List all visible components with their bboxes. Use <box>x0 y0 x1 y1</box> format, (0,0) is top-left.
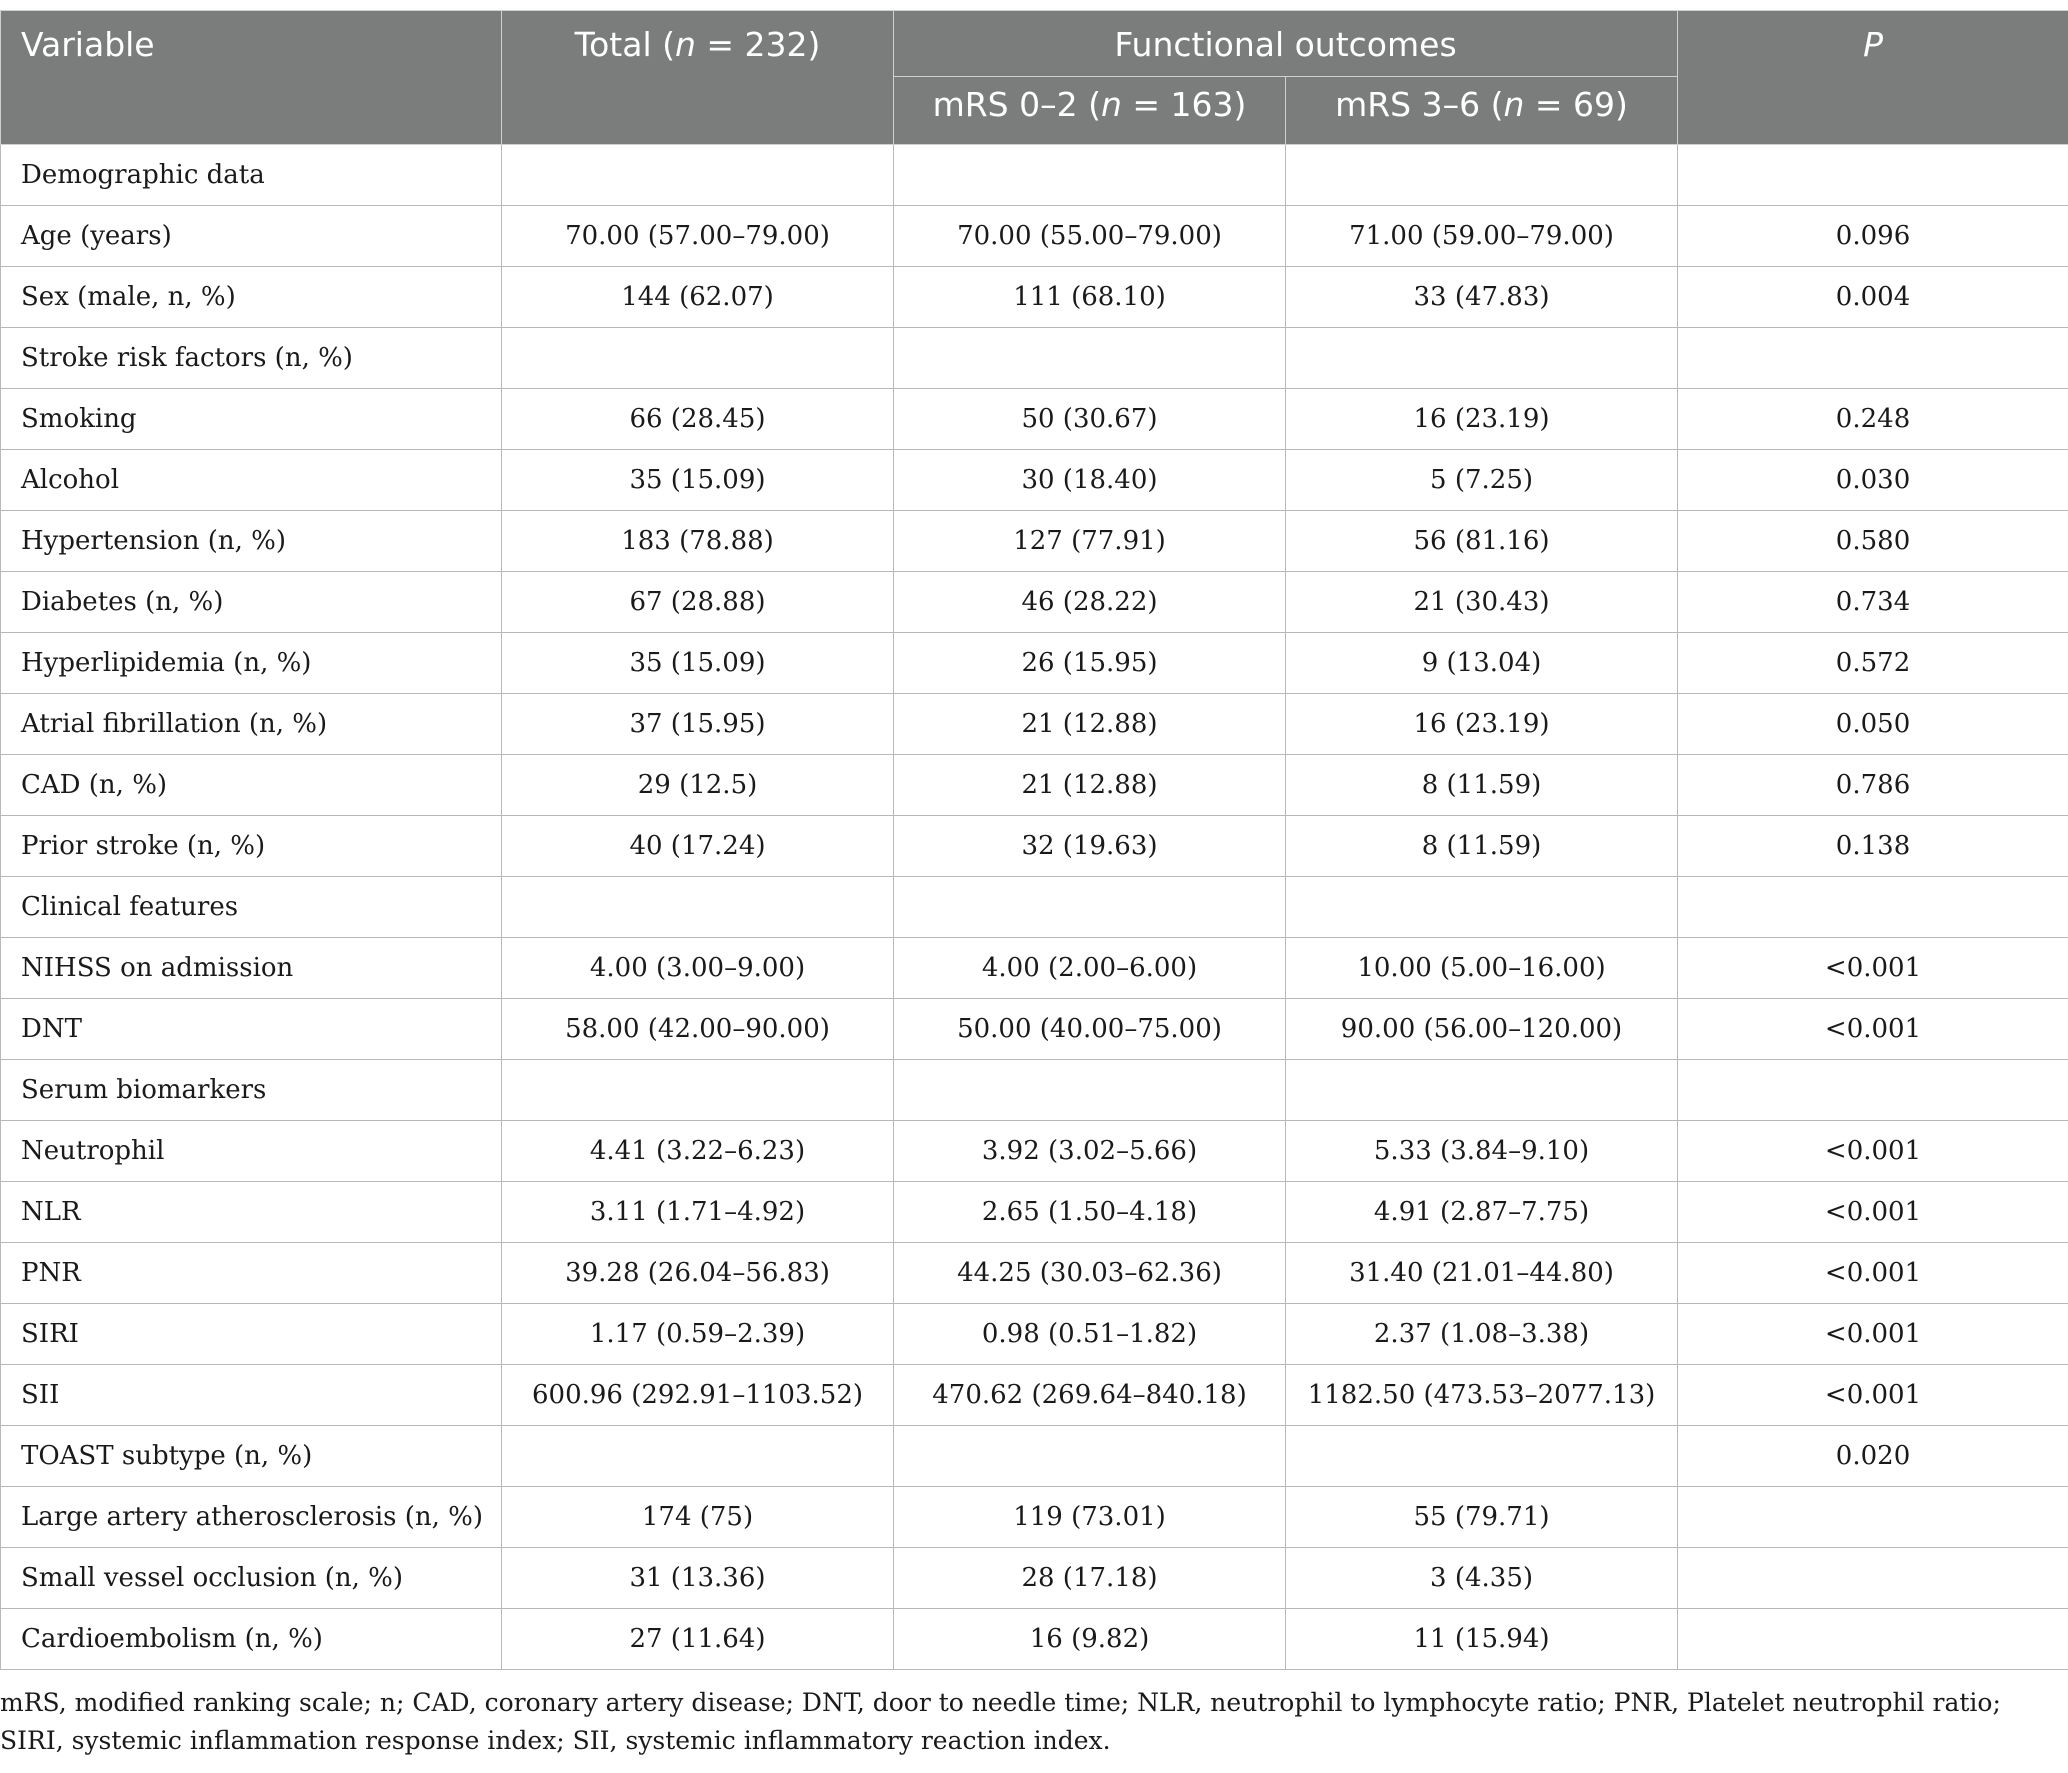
table-row <box>1 1121 2068 1182</box>
cell-mrs02 <box>894 1060 1286 1121</box>
header-p <box>1678 11 2068 145</box>
cell-total: 183 (78.88) <box>502 511 894 572</box>
header-variable: Variable <box>1 11 502 145</box>
cell-variable: NIHSS on admission <box>1 938 502 999</box>
cell-total: 4.00 (3.00–9.00) <box>502 938 894 999</box>
cell-mrs02: 127 (77.91) <box>894 511 1286 572</box>
cell-p: 0.096 <box>1678 206 2068 267</box>
cell-variable: Cardioembolism (n, %) <box>1 1609 502 1670</box>
cell-total <box>502 1060 894 1121</box>
cell-mrs02 <box>894 145 1286 206</box>
header-mrs-0-2 <box>894 77 1286 145</box>
cell-variable: NLR <box>1 1182 502 1243</box>
cell-total: 144 (62.07) <box>502 267 894 328</box>
cell-total: 4.41 (3.22–6.23) <box>502 1121 894 1182</box>
table-row <box>1 1609 2068 1670</box>
header-total-suffix: = 232) <box>695 25 821 64</box>
cell-mrs02 <box>894 1426 1286 1487</box>
header-mrs-3-6 <box>1286 77 1678 145</box>
cell-mrs36: 4.91 (2.87–7.75) <box>1286 1182 1678 1243</box>
cell-total: 39.28 (26.04–56.83) <box>502 1243 894 1304</box>
header-mrs02-n: n <box>1100 85 1122 124</box>
cell-mrs36 <box>1286 877 1678 938</box>
cell-mrs02: 46 (28.22) <box>894 572 1286 633</box>
cell-total: 174 (75) <box>502 1487 894 1548</box>
cell-variable: TOAST subtype (n, %) <box>1 1426 502 1487</box>
cell-p: <0.001 <box>1678 1243 2068 1304</box>
cell-mrs36: 55 (79.71) <box>1286 1487 1678 1548</box>
header-total-prefix: Total ( <box>574 25 675 64</box>
cell-total: 600.96 (292.91–1103.52) <box>502 1365 894 1426</box>
cell-variable: Serum biomarkers <box>1 1060 502 1121</box>
cell-p: 0.734 <box>1678 572 2068 633</box>
cell-total: 70.00 (57.00–79.00) <box>502 206 894 267</box>
table-row <box>1 1304 2068 1365</box>
cell-p <box>1678 1487 2068 1548</box>
cell-mrs02: 32 (19.63) <box>894 816 1286 877</box>
cell-total: 27 (11.64) <box>502 1609 894 1670</box>
cell-variable: Prior stroke (n, %) <box>1 816 502 877</box>
cell-mrs36: 21 (30.43) <box>1286 572 1678 633</box>
cell-mrs02: 3.92 (3.02–5.66) <box>894 1121 1286 1182</box>
table-row <box>1 1182 2068 1243</box>
cell-variable: Age (years) <box>1 206 502 267</box>
cell-total: 3.11 (1.71–4.92) <box>502 1182 894 1243</box>
table-row <box>1 572 2068 633</box>
table-row <box>1 267 2068 328</box>
cell-total: 31 (13.36) <box>502 1548 894 1609</box>
cell-total: 35 (15.09) <box>502 633 894 694</box>
cell-total: 35 (15.09) <box>502 450 894 511</box>
cell-p: <0.001 <box>1678 938 2068 999</box>
cell-p: <0.001 <box>1678 1304 2068 1365</box>
cell-variable: Small vessel occlusion (n, %) <box>1 1548 502 1609</box>
cell-mrs02 <box>894 877 1286 938</box>
table-row <box>1 328 2068 389</box>
table-row <box>1 145 2068 206</box>
cell-mrs36: 10.00 (5.00–16.00) <box>1286 938 1678 999</box>
cell-p <box>1678 145 2068 206</box>
cell-mrs36 <box>1286 328 1678 389</box>
cell-p: 0.248 <box>1678 389 2068 450</box>
cell-mrs36: 31.40 (21.01–44.80) <box>1286 1243 1678 1304</box>
header-mrs36-suffix: = 69) <box>1524 85 1628 124</box>
header-mrs36-prefix: mRS 3–6 ( <box>1335 85 1504 124</box>
cell-mrs02: 2.65 (1.50–4.18) <box>894 1182 1286 1243</box>
cell-mrs36: 11 (15.94) <box>1286 1609 1678 1670</box>
cell-mrs02: 4.00 (2.00–6.00) <box>894 938 1286 999</box>
cell-mrs36: 8 (11.59) <box>1286 816 1678 877</box>
cell-mrs36: 16 (23.19) <box>1286 694 1678 755</box>
cell-mrs02: 16 (9.82) <box>894 1609 1286 1670</box>
cell-variable: Demographic data <box>1 145 502 206</box>
cell-mrs36: 3 (4.35) <box>1286 1548 1678 1609</box>
table-row <box>1 694 2068 755</box>
cell-total: 29 (12.5) <box>502 755 894 816</box>
header-p-label: P <box>1863 25 1883 64</box>
cell-mrs02: 30 (18.40) <box>894 450 1286 511</box>
cell-p: 0.572 <box>1678 633 2068 694</box>
cell-variable: Smoking <box>1 389 502 450</box>
cell-p: 0.004 <box>1678 267 2068 328</box>
table-row <box>1 999 2068 1060</box>
cell-variable: Neutrophil <box>1 1121 502 1182</box>
cell-mrs36: 5 (7.25) <box>1286 450 1678 511</box>
cell-p <box>1678 328 2068 389</box>
cell-variable: DNT <box>1 999 502 1060</box>
cell-variable: Diabetes (n, %) <box>1 572 502 633</box>
cell-p <box>1678 1060 2068 1121</box>
table-body <box>1 145 2068 1670</box>
cell-mrs02: 70.00 (55.00–79.00) <box>894 206 1286 267</box>
cell-p: <0.001 <box>1678 999 2068 1060</box>
cell-mrs02 <box>894 328 1286 389</box>
cell-mrs36 <box>1286 1426 1678 1487</box>
cell-mrs02: 21 (12.88) <box>894 694 1286 755</box>
cell-mrs02: 111 (68.10) <box>894 267 1286 328</box>
cell-mrs02: 26 (15.95) <box>894 633 1286 694</box>
cell-variable: Atrial fibrillation (n, %) <box>1 694 502 755</box>
cell-total <box>502 1426 894 1487</box>
cell-mrs02: 44.25 (30.03–62.36) <box>894 1243 1286 1304</box>
cell-mrs02: 50 (30.67) <box>894 389 1286 450</box>
table-row <box>1 1548 2068 1609</box>
cell-p: 0.050 <box>1678 694 2068 755</box>
cell-mrs36: 33 (47.83) <box>1286 267 1678 328</box>
cell-p: <0.001 <box>1678 1121 2068 1182</box>
cell-variable: Large artery atherosclerosis (n, %) <box>1 1487 502 1548</box>
cell-mrs02: 28 (17.18) <box>894 1548 1286 1609</box>
table-row <box>1 1365 2068 1426</box>
cell-variable: Alcohol <box>1 450 502 511</box>
cell-p: <0.001 <box>1678 1182 2068 1243</box>
cell-mrs36: 8 (11.59) <box>1286 755 1678 816</box>
cell-variable: Hyperlipidemia (n, %) <box>1 633 502 694</box>
table-header <box>1 11 2068 145</box>
table-row <box>1 938 2068 999</box>
cell-p: 0.020 <box>1678 1426 2068 1487</box>
table-row <box>1 1487 2068 1548</box>
cell-total: 40 (17.24) <box>502 816 894 877</box>
cell-variable: Sex (male, n, %) <box>1 267 502 328</box>
cell-mrs36: 16 (23.19) <box>1286 389 1678 450</box>
header-mrs02-suffix: = 163) <box>1121 85 1247 124</box>
header-total <box>502 11 894 145</box>
cell-p <box>1678 877 2068 938</box>
cell-p: 0.030 <box>1678 450 2068 511</box>
cell-total <box>502 145 894 206</box>
cell-mrs02: 119 (73.01) <box>894 1487 1286 1548</box>
cell-total: 66 (28.45) <box>502 389 894 450</box>
cell-mrs36: 1182.50 (473.53–2077.13) <box>1286 1365 1678 1426</box>
cell-p: 0.138 <box>1678 816 2068 877</box>
cell-p <box>1678 1609 2068 1670</box>
cell-total: 37 (15.95) <box>502 694 894 755</box>
cell-mrs36: 2.37 (1.08–3.38) <box>1286 1304 1678 1365</box>
table-row <box>1 206 2068 267</box>
cell-mrs02: 0.98 (0.51–1.82) <box>894 1304 1286 1365</box>
baseline-characteristics-table <box>0 10 2068 1670</box>
cell-mrs36: 5.33 (3.84–9.10) <box>1286 1121 1678 1182</box>
header-functional-outcomes: Functional outcomes <box>894 11 1678 77</box>
cell-total: 58.00 (42.00–90.00) <box>502 999 894 1060</box>
cell-mrs36: 9 (13.04) <box>1286 633 1678 694</box>
cell-variable: CAD (n, %) <box>1 755 502 816</box>
table-row <box>1 633 2068 694</box>
header-total-n: n <box>675 25 696 64</box>
cell-variable: PNR <box>1 1243 502 1304</box>
cell-variable: Hypertension (n, %) <box>1 511 502 572</box>
cell-total: 67 (28.88) <box>502 572 894 633</box>
table-row <box>1 389 2068 450</box>
header-mrs36-n: n <box>1503 85 1525 124</box>
cell-total <box>502 328 894 389</box>
table-row <box>1 816 2068 877</box>
cell-p <box>1678 1548 2068 1609</box>
cell-mrs36: 90.00 (56.00–120.00) <box>1286 999 1678 1060</box>
cell-mrs36: 71.00 (59.00–79.00) <box>1286 206 1678 267</box>
table-row <box>1 1426 2068 1487</box>
cell-p: 0.580 <box>1678 511 2068 572</box>
cell-p: 0.786 <box>1678 755 2068 816</box>
header-mrs02-prefix: mRS 0–2 ( <box>932 85 1101 124</box>
cell-mrs36: 56 (81.16) <box>1286 511 1678 572</box>
cell-mrs02: 50.00 (40.00–75.00) <box>894 999 1286 1060</box>
cell-variable: SIRI <box>1 1304 502 1365</box>
cell-mrs36 <box>1286 145 1678 206</box>
table-row <box>1 1243 2068 1304</box>
cell-mrs02: 470.62 (269.64–840.18) <box>894 1365 1286 1426</box>
cell-p: <0.001 <box>1678 1365 2068 1426</box>
table-row <box>1 511 2068 572</box>
table-row <box>1 1060 2068 1121</box>
table-row <box>1 450 2068 511</box>
table-row <box>1 755 2068 816</box>
cell-variable: Stroke risk factors (n, %) <box>1 328 502 389</box>
cell-total <box>502 877 894 938</box>
cell-variable: SII <box>1 1365 502 1426</box>
table-row <box>1 877 2068 938</box>
cell-total: 1.17 (0.59–2.39) <box>502 1304 894 1365</box>
cell-mrs36 <box>1286 1060 1678 1121</box>
table-footnote: mRS, modified ranking scale; n; CAD, coronary artery disease; DNT, door to needle time; NLR, neutrophil to lymphocyte ratio; PNR, Platelet neutrophil ratio; SIRI, systemic inflammation response index; SII, systemic inflammatory reaction index. <box>0 1688 2001 1755</box>
cell-mrs02: 21 (12.88) <box>894 755 1286 816</box>
cell-variable: Clinical features <box>1 877 502 938</box>
